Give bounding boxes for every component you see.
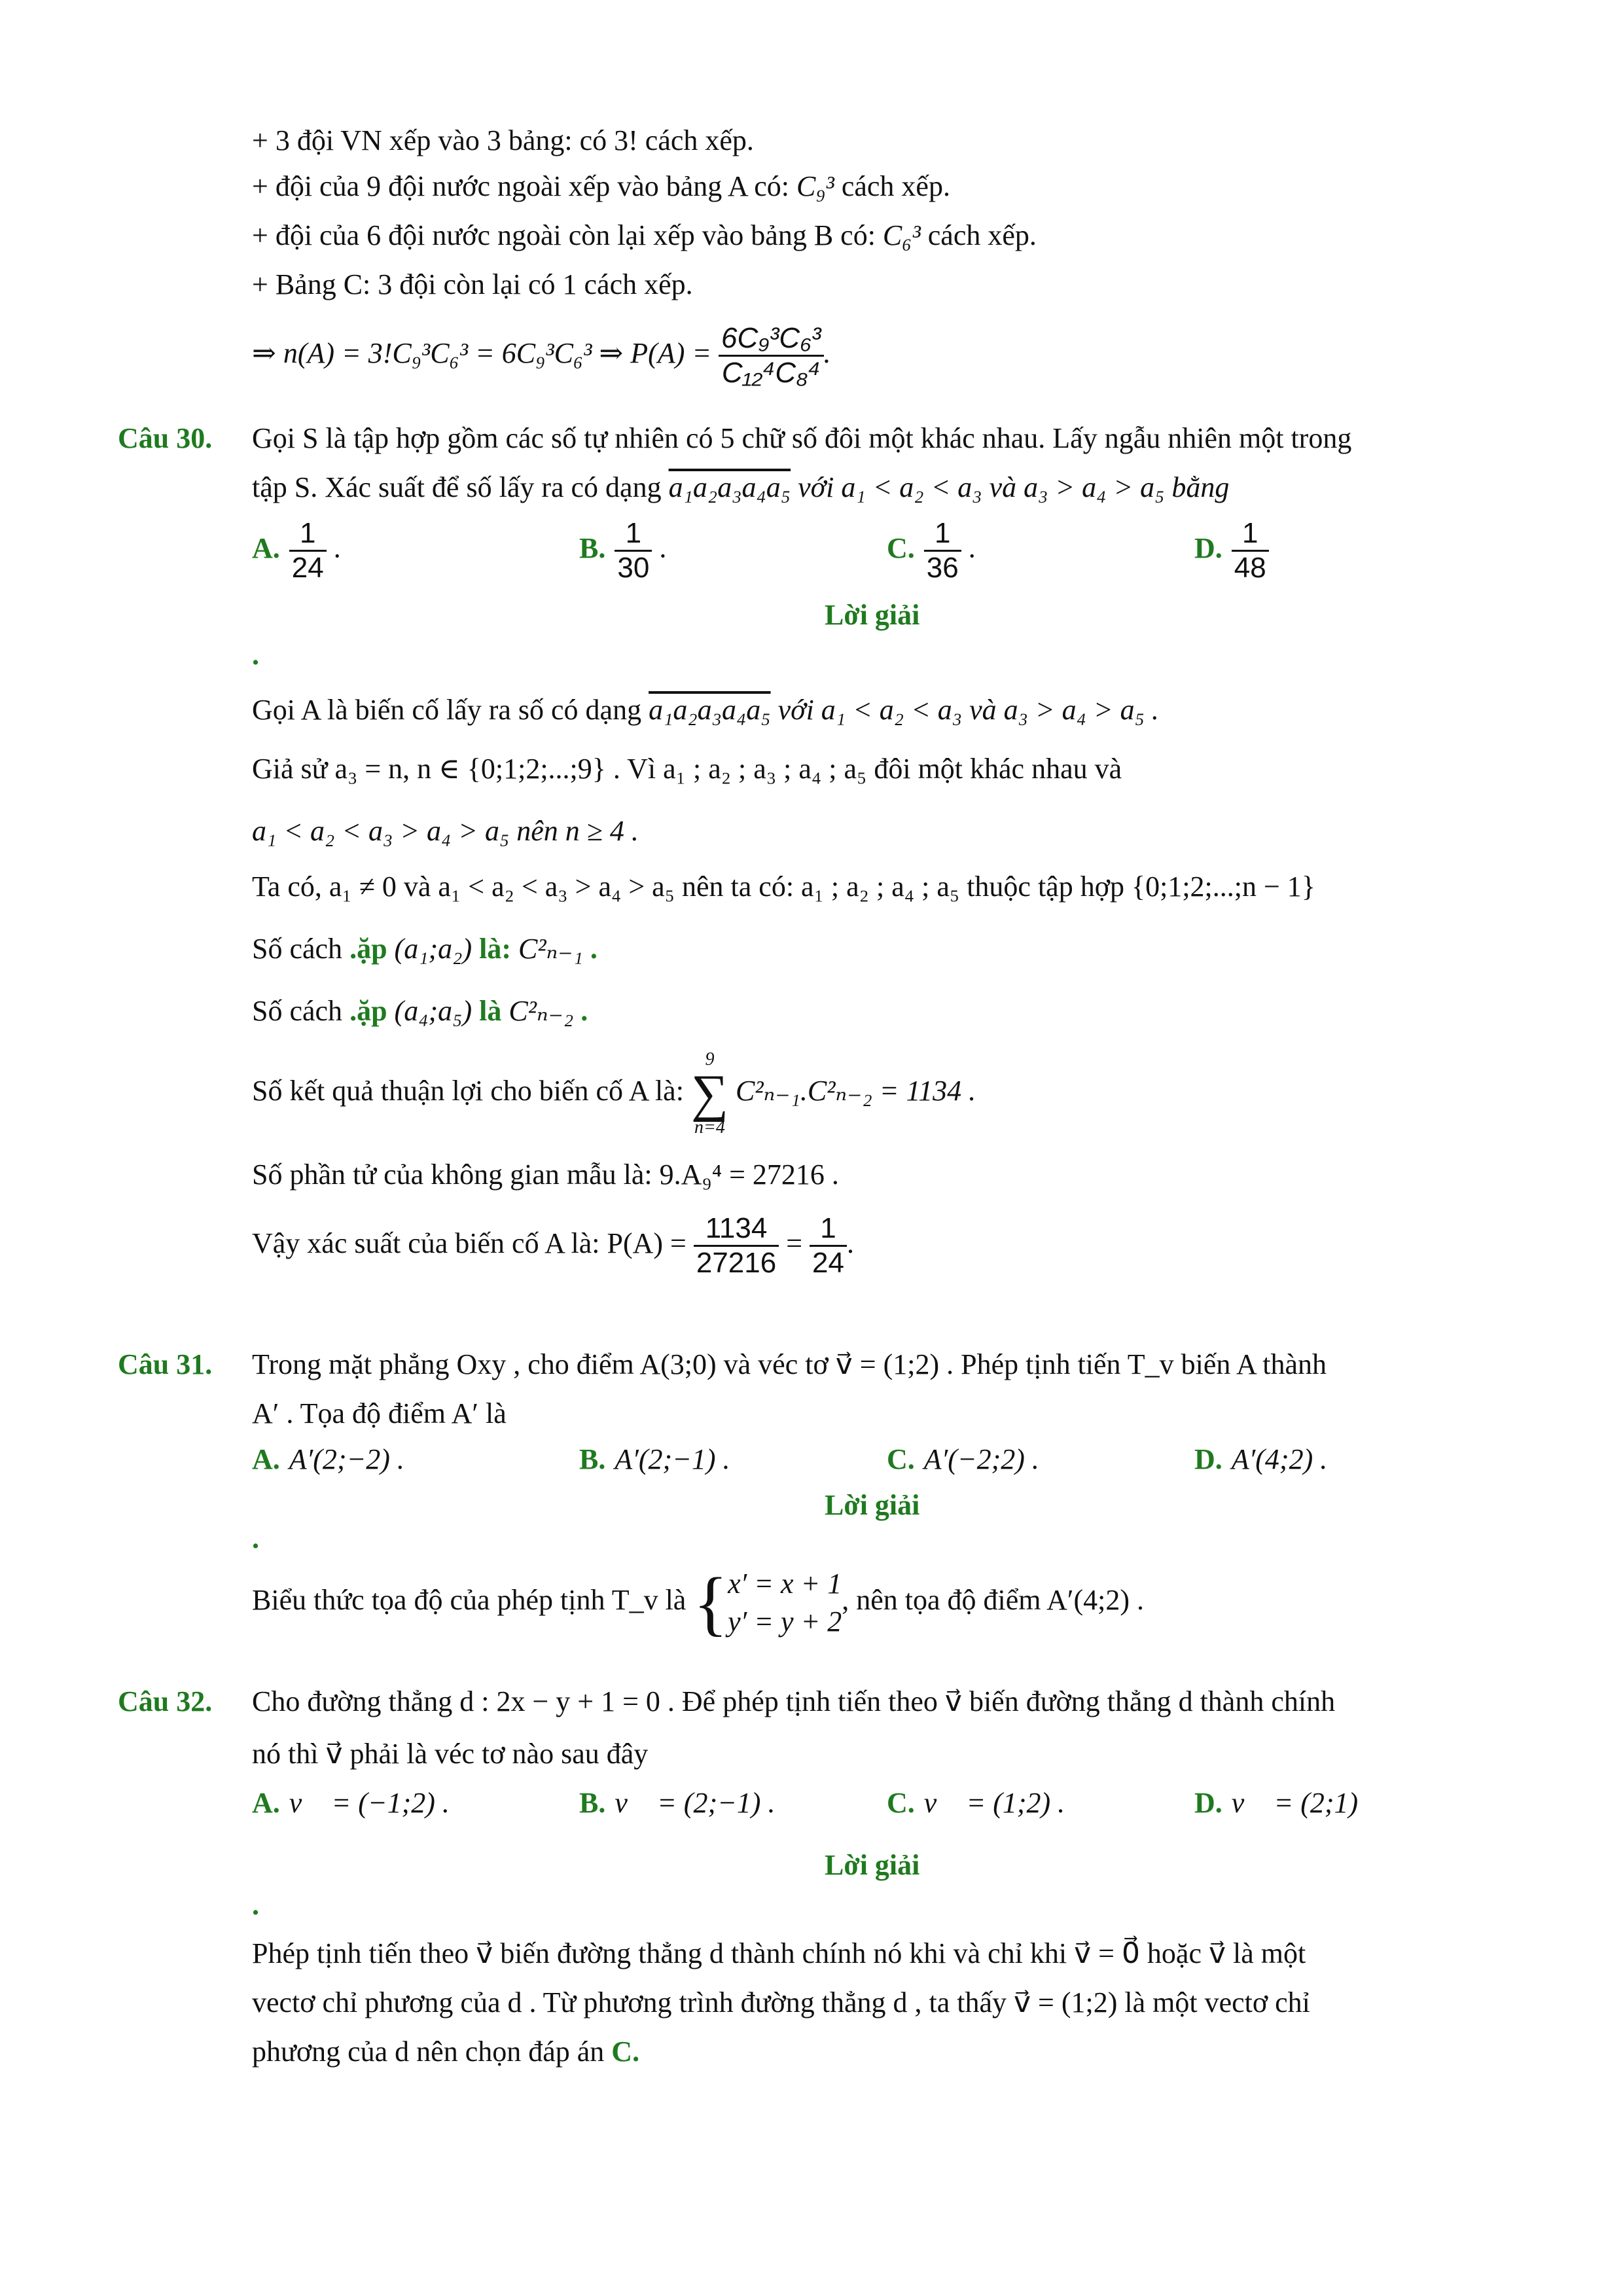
q30-option-c-fraction <box>924 517 961 584</box>
q31-sol-line1 <box>252 1558 1144 1643</box>
q32-option-a-text: v⃗ = (−1;2) . <box>289 1787 450 1819</box>
q32-solution-dot: . <box>252 1889 259 1921</box>
q31-option-d[interactable] <box>1194 1440 1327 1479</box>
coordinate-system <box>728 1565 842 1641</box>
q32-sol-line3 <box>252 2032 639 2072</box>
q30-sol-line7b: C²ₙ₋₁.C²ₙ₋₂ = 1134 . <box>728 1075 976 1107</box>
q31-solution-title: Lời giải <box>825 1489 920 1521</box>
line-table-a <box>252 167 950 206</box>
q31-option-c[interactable] <box>887 1440 1039 1479</box>
question-30-label: Câu 30. <box>118 422 213 454</box>
q32-option-b-label: B. <box>579 1787 606 1819</box>
q30-solution-title: Lời giải <box>825 599 920 631</box>
q31-option-b[interactable] <box>579 1440 730 1479</box>
q30-option-b[interactable]: B. $\frac{1}{30}$ . <box>579 517 667 584</box>
line-table-b-text: + đội của 6 đội nước ngoài còn lại xếp vào bảng B có: <box>252 219 883 251</box>
q30-sol-line8: Số phần tử của không gian mẫu là: 9.A₉⁴ = 27216 . <box>252 1158 839 1191</box>
q30-sol-line2: Giả sử a₃ = n, n ∈ {0;1;2;...;9} . Vì a₁ ; a₂ ; a₃ ; a₄ ; a₅ đôi một khác nhau và <box>252 753 1122 785</box>
q31-option-c-label: C. <box>887 1443 915 1475</box>
formula-fraction <box>719 322 823 389</box>
q30-sol-line6f: . <box>580 995 588 1027</box>
question-32-label: Câu 32. <box>118 1685 213 1717</box>
q30-sol-line5 <box>252 929 597 969</box>
line-vn-teams: + 3 đội VN xếp vào 3 bảng: có 3! cách xếp. <box>252 124 754 156</box>
q31-option-d-text: A′(4;2) . <box>1231 1443 1328 1475</box>
q30-option-d-num: 1 <box>1232 517 1269 552</box>
combination-c9-3: C₉³ <box>796 170 834 202</box>
sigma-icon: ∑ <box>690 1065 728 1122</box>
q30-sol-line6e: C²ₙ₋₂ <box>501 995 581 1027</box>
q32-sol-line3a: phương của d nên chọn đáp án <box>252 2036 612 2068</box>
line-table-b-end: cách xếp. <box>920 219 1037 251</box>
question-32-text-line1: Cho đường thẳng d : 2x − y + 1 = 0 . Để phép tịnh tiến theo v⃗ biến đường thẳng d thành chính <box>252 1685 1336 1717</box>
question-31-text-line1: Trong mặt phẳng Oxy , cho điểm A(3;0) và véc tơ v⃗ = (1;2) . Phép tịnh tiến T_v biến A thành <box>252 1348 1327 1380</box>
q32-option-d-text: v⃗ = (2;1) <box>1231 1787 1359 1819</box>
q31-sol-line1a: Biểu thức tọa độ của phép tịnh T_v là <box>252 1584 694 1616</box>
q32-option-a[interactable] <box>252 1784 450 1823</box>
q30-sol-fraction2-num: 1 <box>810 1212 847 1247</box>
q30-sol-number-form: a₁a₂a₃a₄a₅ <box>649 694 771 726</box>
q32-option-c-text: v⃗ = (1;2) . <box>923 1787 1065 1819</box>
q32-option-a-label: A. <box>252 1787 280 1819</box>
formula-numerator: 6C₉³C₆³ <box>719 322 823 357</box>
q31-option-a[interactable] <box>252 1440 404 1479</box>
q30-sol-line5b: .ặp <box>349 933 387 965</box>
q32-sol-line1: Phép tịnh tiến theo v⃗ biến đường thẳng d thành chính nó khi và chỉ khi v⃗ = 0⃗ hoặc v⃗ là một <box>252 1937 1306 1969</box>
q30-sol-fraction2-den: 24 <box>812 1247 844 1280</box>
q30-option-a[interactable]: A. $\frac{1}{24}$ . <box>252 517 341 584</box>
q32-option-b-text: v⃗ = (2;−1) . <box>615 1787 776 1819</box>
question-31-label: Câu 31. <box>118 1348 213 1380</box>
q30-sol-line1a: Gọi A là biến cố lấy ra số có dạng <box>252 694 649 726</box>
q30-sol-line5d: là: <box>479 933 511 965</box>
q30-option-a-fraction <box>289 517 327 584</box>
q30-option-c-label: C. <box>887 531 915 564</box>
q32-solution-title: Lời giải <box>825 1849 920 1881</box>
q30-sol-fraction1 <box>694 1212 779 1280</box>
q30-option-d-label: D. <box>1194 531 1222 564</box>
q30-sol-line7 <box>252 1050 976 1137</box>
question-30-text-line1: Gọi S là tập hợp gồm các số tự nhiên có 5 chữ số đôi một khác nhau. Lấy ngẫu nhiên một trong <box>252 422 1352 454</box>
q30-sol-line1c: với a₁ < a₂ < a₃ và a₃ > a₄ > a₅ . <box>770 694 1159 726</box>
q32-option-d-label: D. <box>1194 1787 1222 1819</box>
combination-c6-3: C₆³ <box>882 219 921 251</box>
line-table-c: + Bảng C: 3 đội còn lại có 1 cách xếp. <box>252 268 693 300</box>
q30-option-c-den: 36 <box>926 552 959 584</box>
q30-option-b-label: B. <box>579 531 606 564</box>
q30-sol-line1 <box>252 691 1159 730</box>
q32-option-c[interactable] <box>887 1784 1065 1823</box>
q30-sol-end: . <box>847 1227 854 1259</box>
q32-option-b[interactable] <box>579 1784 775 1823</box>
q30-option-d-fraction <box>1232 517 1269 584</box>
q31-option-a-text: A′(2;−2) . <box>289 1443 404 1475</box>
q30-sol-line9 <box>252 1208 854 1280</box>
formula-denominator: C₁₂⁴C₈⁴ <box>721 357 821 389</box>
summation <box>691 1050 728 1137</box>
q30-sol-line6a: Số cách <box>252 995 350 1027</box>
q32-option-c-label: C. <box>887 1787 915 1819</box>
q32-sol-line2: vectơ chỉ phương của d . Từ phương trình đường thẳng d , ta thấy v⃗ = (1;2) là một vectơ chỉ <box>252 1986 1310 2018</box>
q30-sol-line6d: là <box>479 995 502 1027</box>
question-31-text-line2: A′ . Tọa độ điểm A′ là <box>252 1397 507 1429</box>
q30-sol-eq: = <box>779 1227 810 1259</box>
q30-sol-line6 <box>252 992 588 1031</box>
q30-solution-dot: . <box>252 639 259 671</box>
q30-option-c-num: 1 <box>924 517 961 552</box>
q30-sol-line5a: Số cách <box>252 933 350 965</box>
q30-option-b-den: 30 <box>617 552 650 584</box>
system-eq2: y′ = y + 2 <box>728 1605 842 1638</box>
q30-option-b-fraction <box>615 517 652 584</box>
q31-option-c-text: A′(−2;2) . <box>923 1443 1039 1475</box>
q30-option-a-num: 1 <box>289 517 327 552</box>
q30-sol-fraction1-num: 1134 <box>694 1212 779 1247</box>
q30-sol-fraction1-den: 27216 <box>696 1247 777 1280</box>
line-probability-formula <box>252 321 831 389</box>
question-30-condition: với a₁ < a₂ < a₃ và a₃ > a₄ > a₅ bằng <box>791 471 1230 503</box>
sum-lower: n=4 <box>694 1117 725 1138</box>
sum-upper: 9 <box>705 1049 715 1069</box>
line-table-a-text: + đội của 9 đội nước ngoài xếp vào bảng A có: <box>252 170 796 202</box>
q31-option-a-label: A. <box>252 1443 280 1475</box>
q30-sol-line6c: (a₄;a₅) <box>387 995 480 1027</box>
q30-option-c[interactable]: C. $\frac{1}{36}$ . <box>887 517 976 584</box>
q30-option-d[interactable] <box>1194 517 1269 584</box>
q30-option-a-den: 24 <box>291 552 324 584</box>
q30-sol-line6b: .ặp <box>349 995 387 1027</box>
q30-sol-line5c: (a₁;a₂) <box>387 933 480 965</box>
q30-sol-line7a: Số kết quả thuận lợi cho biến cố A là: <box>252 1075 691 1107</box>
q31-option-d-label: D. <box>1194 1443 1222 1475</box>
line-table-b <box>252 216 1037 255</box>
q30-sol-line3: a₁ < a₂ < a₃ > a₄ > a₅ nên n ≥ 4 . <box>252 815 639 847</box>
q30-sol-line9a: Vậy xác suất của biến cố A là: P(A) = <box>252 1227 694 1259</box>
q30-sol-line4: Ta có, a₁ ≠ 0 và a₁ < a₂ < a₃ > a₄ > a₅ nên ta có: a₁ ; a₂ ; a₄ ; a₅ thuộc tập hợp {0;1;2;...;n − 1} <box>252 870 1315 903</box>
question-30-text2a: tập S. Xác suất để số lấy ra có dạng <box>252 471 669 503</box>
q31-sol-line1b: , nên tọa độ điểm A′(4;2) . <box>842 1584 1144 1616</box>
number-form: a₁a₂a₃a₄a₅ <box>668 471 791 503</box>
q31-option-b-label: B. <box>579 1443 606 1475</box>
question-30-text-line2 <box>252 468 1229 507</box>
q32-answer-choice: C. <box>611 2036 640 2068</box>
system-eq1: x′ = x + 1 <box>728 1567 842 1600</box>
q30-option-a-label: A. <box>252 531 280 564</box>
q31-solution-dot: . <box>252 1522 259 1554</box>
formula-text: ⇒ n(A) = 3!C₉³C₆³ = 6C₉³C₆³ ⇒ P(A) = <box>252 337 719 369</box>
q30-option-b-num: 1 <box>615 517 652 552</box>
formula-end: . <box>823 337 831 369</box>
q30-sol-line5f: . <box>590 933 597 965</box>
brace-icon: { <box>693 1562 728 1643</box>
q30-sol-line5e: C²ₙ₋₁ <box>511 933 590 965</box>
q32-option-d[interactable] <box>1194 1784 1358 1823</box>
q30-sol-fraction2 <box>810 1212 847 1280</box>
q30-option-d-den: 48 <box>1234 552 1266 584</box>
q31-option-b-text: A′(2;−1) . <box>615 1443 730 1475</box>
question-32-text-line2: nó thì v⃗ phải là véc tơ nào sau đây <box>252 1738 649 1770</box>
line-table-a-end: cách xếp. <box>834 170 950 202</box>
